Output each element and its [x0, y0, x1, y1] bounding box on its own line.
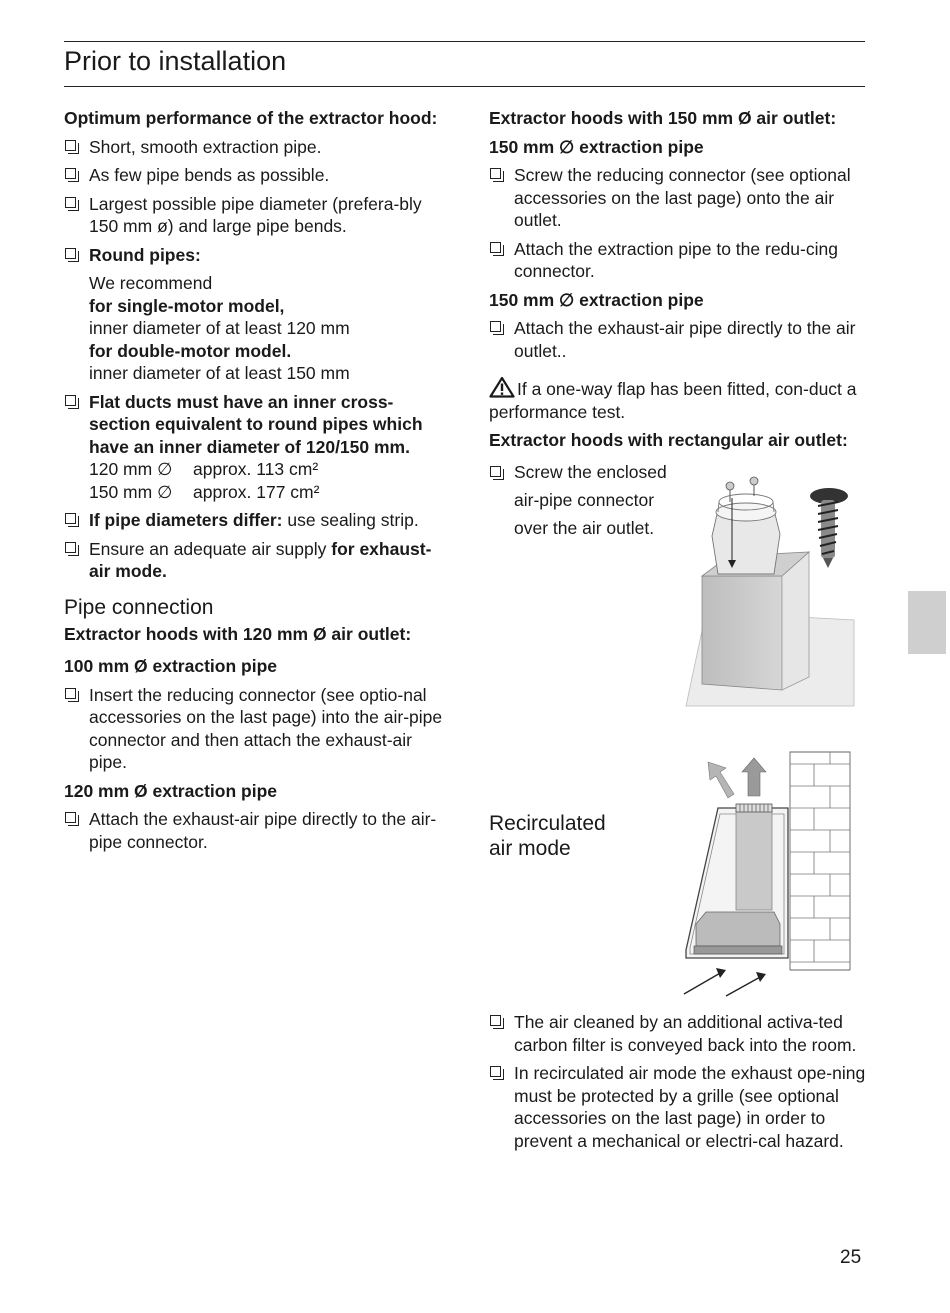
single-motor-label: for single-motor model, [89, 295, 285, 316]
round-pipes-item [64, 244, 444, 385]
checkbox-icon [490, 1015, 501, 1026]
checkbox-icon [65, 248, 76, 259]
checkbox-icon [65, 513, 76, 524]
round-recommend: We recommend [89, 273, 213, 293]
checkbox-icon [490, 242, 501, 253]
list-item: Insert the reducing connector (see optio-nal accessories on the last page) into the air-pipe connector and then attach the exhaust-air pipe. [64, 684, 444, 774]
page-title: Prior to installation [64, 46, 287, 76]
pipe-connection-heading: Pipe connection [64, 595, 214, 619]
header-rule-top [64, 41, 865, 42]
pipe-150b-heading: 150 mm ∅ extraction pipe [489, 289, 704, 310]
pipe-150a-heading: 150 mm ∅ extraction pipe [489, 136, 704, 157]
checkbox-icon [490, 321, 501, 332]
page-number: 25 [840, 1247, 862, 1268]
flat-row: 120 mm ∅ approx. 113 cm² [89, 459, 319, 479]
list-item: Screw the enclosed air-pipe connector over the air outlet. [489, 458, 689, 542]
checkbox-icon [490, 1066, 501, 1077]
checkbox-icon [65, 140, 76, 151]
pipe-100-heading: 100 mm Ø extraction pipe [64, 656, 277, 676]
section-tab-marker [908, 591, 946, 654]
optimum-heading: Optimum performance of the extractor hood: [64, 108, 438, 128]
single-motor-value: inner diameter of at least 120 mm [89, 318, 350, 338]
warning-triangle-icon [489, 376, 515, 398]
recirculated-air-illustration [680, 750, 855, 1000]
hood-120-heading: Extractor hoods with 120 mm Ø air outlet: [64, 623, 412, 644]
checkbox-icon [490, 466, 501, 477]
pipe-120-heading: 120 mm Ø extraction pipe [64, 780, 277, 801]
air-supply-item: Ensure an adequate air supply for exhaust-air mode. [64, 538, 444, 583]
pipe-differ-item: If pipe diameters differ: use sealing strip. [64, 509, 444, 532]
double-motor-value: inner diameter of at least 150 mm [89, 363, 350, 383]
hood-150-heading: Extractor hoods with 150 mm Ø air outlet: [489, 108, 837, 128]
checkbox-icon [65, 168, 76, 179]
left-column [64, 107, 444, 853]
list-item: The air cleaned by an additional activa-ted carbon filter is conveyed back into the room. [489, 1011, 867, 1056]
rect-heading: Extractor hoods with rectangular air outlet: [489, 430, 848, 450]
list-item: Short, smooth extraction pipe. [64, 136, 444, 159]
double-motor-label: for double-motor model. [89, 340, 292, 361]
warning-note: If a one-way flap has been fitted, con-duct a performance test. [489, 376, 864, 423]
list-item: Attach the exhaust-air pipe directly to the air outlet.. [489, 317, 864, 362]
checkbox-icon [65, 688, 76, 699]
flat-ducts-text: Flat ducts must have an inner cross-section equivalent to round pipes which have an inner diameter of 120/150 mm. [89, 391, 423, 457]
checkbox-icon [65, 395, 76, 406]
checkbox-icon [65, 542, 76, 553]
recirculated-heading: Recirculated air mode [489, 812, 606, 860]
list-item: As few pipe bends as possible. [64, 164, 444, 187]
rectangular-outlet-illustration [684, 472, 864, 708]
list-item: In recirculated air mode the exhaust ope-ning must be protected by a grille (see optional accessories on the last page) in order to prevent a mechanical or electri-cal hazard. [489, 1062, 867, 1152]
list-item: Screw the reducing connector (see optional accessories on the last page) onto the air outlet. [489, 164, 864, 232]
checkbox-icon [65, 197, 76, 208]
checkbox-icon [65, 812, 76, 823]
round-pipes-label: Round pipes: [89, 244, 201, 265]
list-item: Attach the extraction pipe to the redu-cing connector. [489, 238, 864, 283]
list-item: Attach the exhaust-air pipe directly to the air-pipe connector. [64, 808, 444, 853]
list-item: Largest possible pipe diameter (prefera-bly 150 mm ø) and large pipe bends. [64, 193, 444, 238]
recirculated-list [489, 1005, 867, 1152]
flat-row: 150 mm ∅ approx. 177 cm² [89, 481, 320, 502]
flat-ducts-item [64, 391, 444, 504]
checkbox-icon [490, 168, 501, 179]
header-rule-bottom [64, 86, 865, 87]
